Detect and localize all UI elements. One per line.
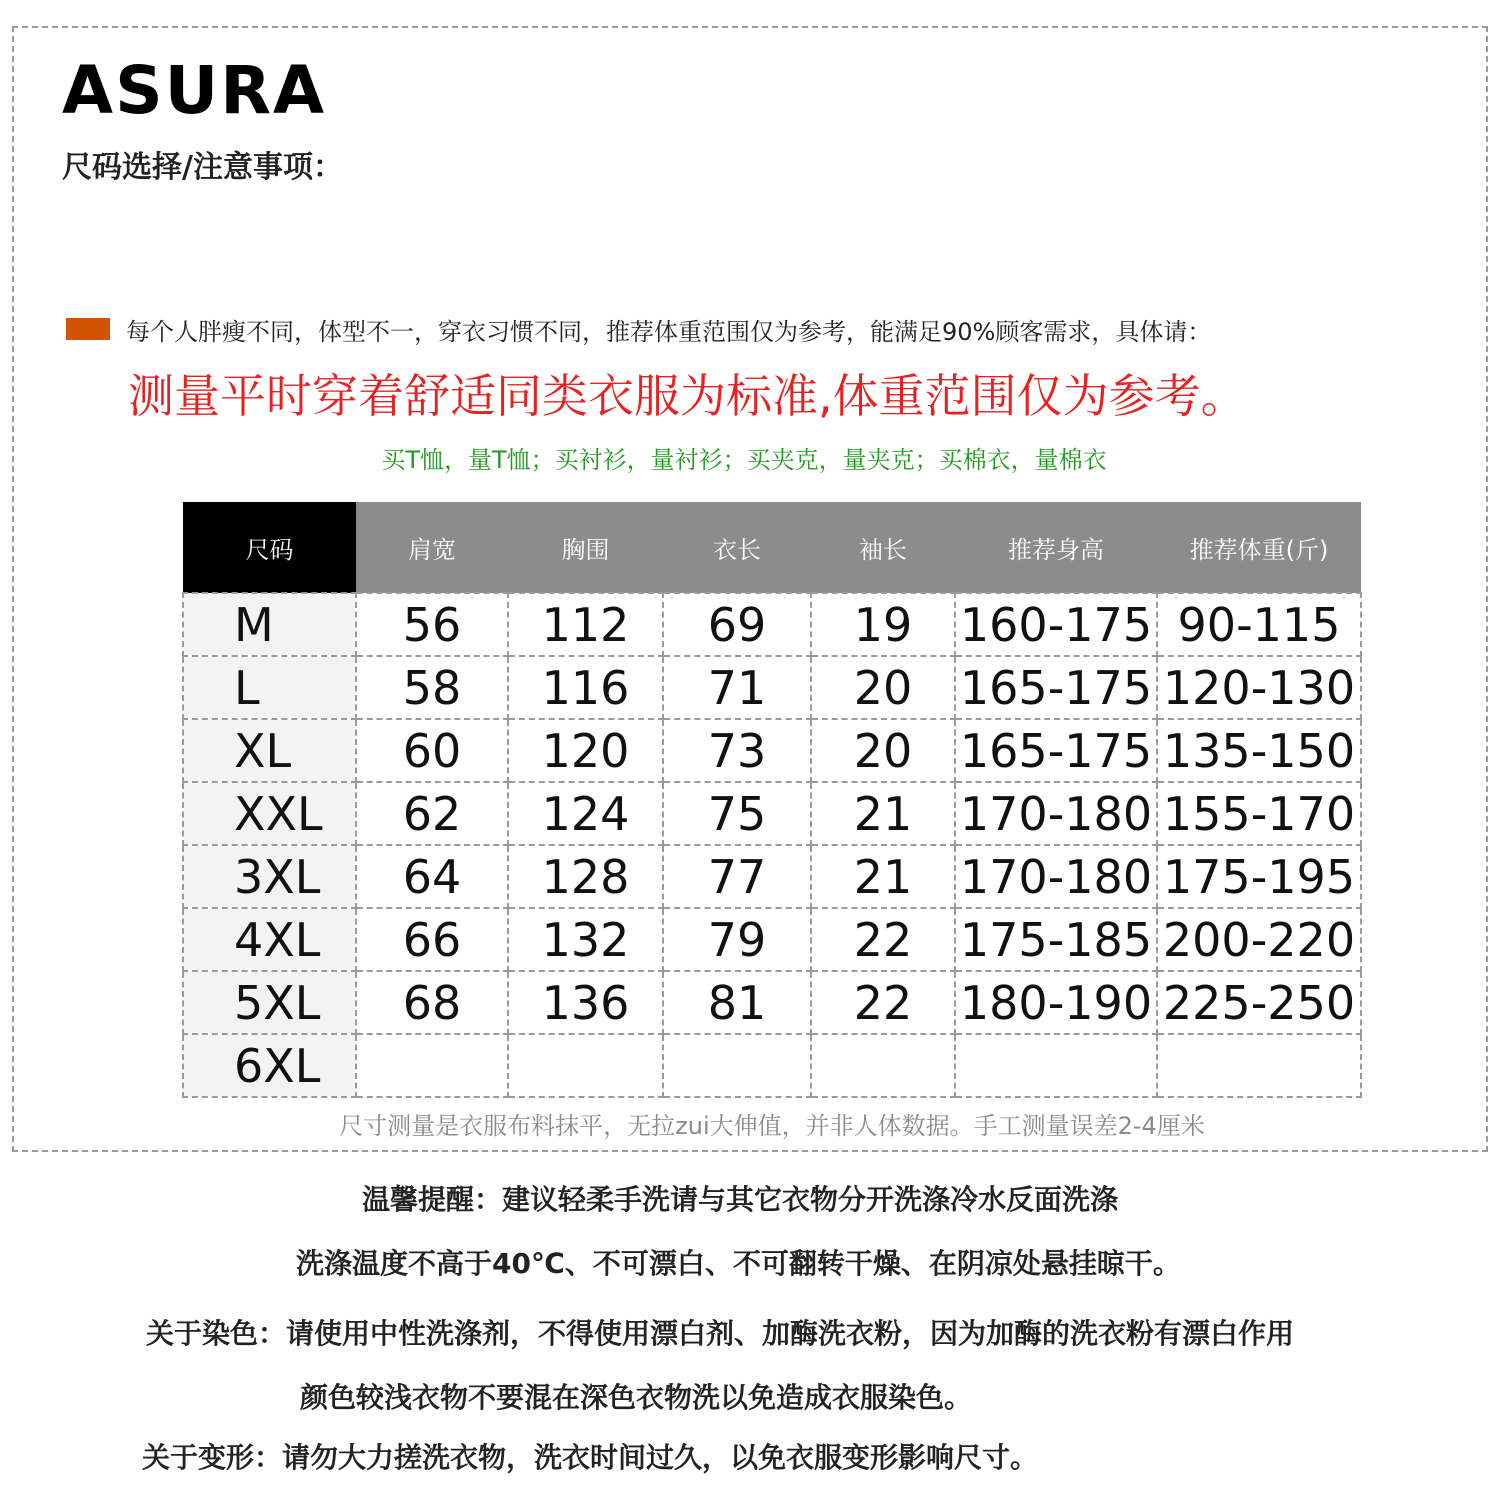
table-row	[183, 656, 1361, 719]
table-cell: 3XL	[183, 845, 356, 908]
table-cell: 90-115	[1157, 593, 1361, 656]
table-row	[183, 971, 1361, 1034]
table-row	[183, 593, 1361, 656]
table-cell: M	[183, 593, 356, 656]
table-cell: 64	[356, 845, 508, 908]
table-cell	[955, 1034, 1157, 1097]
table-cell: 69	[663, 593, 811, 656]
table-cell: 180-190	[955, 971, 1157, 1034]
care-tip-wash: 温馨提醒：建议轻柔手洗请与其它衣物分开洗涤冷水反面洗涤	[362, 1183, 1119, 1216]
table-cell: 175-185	[955, 908, 1157, 971]
table-cell: 68	[356, 971, 508, 1034]
table-row	[183, 719, 1361, 782]
table-cell: 155-170	[1157, 782, 1361, 845]
table-cell: 132	[508, 908, 663, 971]
table-cell	[1157, 1034, 1361, 1097]
table-cell: 165-175	[955, 656, 1157, 719]
table-cell: 22	[811, 908, 955, 971]
table-cell: 116	[508, 656, 663, 719]
table-cell	[811, 1034, 955, 1097]
table-cell	[663, 1034, 811, 1097]
table-cell	[356, 1034, 508, 1097]
table-cell: 66	[356, 908, 508, 971]
table-cell: 60	[356, 719, 508, 782]
table-row	[183, 845, 1361, 908]
header-sleeve: 袖长	[811, 502, 955, 593]
table-cell: 77	[663, 845, 811, 908]
table-cell: 136	[508, 971, 663, 1034]
table-cell: 62	[356, 782, 508, 845]
table-cell: 170-180	[955, 845, 1157, 908]
care-tip-temperature: 洗涤温度不高于40℃、不可漂白、不可翻转干燥、在阴凉处悬挂晾干。	[296, 1247, 1181, 1280]
header-height: 推荐身高	[955, 502, 1157, 593]
table-cell: 5XL	[183, 971, 356, 1034]
table-cell: 21	[811, 845, 955, 908]
table-cell: 73	[663, 719, 811, 782]
table-cell: 4XL	[183, 908, 356, 971]
table-cell: 165-175	[955, 719, 1157, 782]
table-row	[183, 782, 1361, 845]
table-cell: 160-175	[955, 593, 1157, 656]
header-size: 尺码	[183, 502, 356, 593]
table-cell: 6XL	[183, 1034, 356, 1097]
table-cell: 175-195	[1157, 845, 1361, 908]
measure-same-type-hint: 买T恤，量T恤；买衬衫，量衬衫；买夹克，量夹克；买棉衣，量棉衣	[381, 446, 1107, 474]
table-cell: 112	[508, 593, 663, 656]
table-cell: 58	[356, 656, 508, 719]
care-tip-dyeing: 关于染色：请使用中性洗涤剂，不得使用漂白剂、加酶洗衣粉，因为加酶的洗衣粉有漂白作用	[146, 1317, 1295, 1350]
fit-disclaimer: 每个人胖瘦不同，体型不一，穿衣习惯不同，推荐体重范围仅为参考，能满足90%顾客需求，具体请：	[126, 318, 1212, 346]
table-cell: 120-130	[1157, 656, 1361, 719]
table-cell: 124	[508, 782, 663, 845]
table-cell: 21	[811, 782, 955, 845]
measurement-method-note: 尺寸测量是衣服布料抹平，无拉zui大伸值，并非人体数据。手工测量误差2-4厘米	[339, 1112, 1205, 1140]
header-chest: 胸围	[508, 502, 663, 593]
table-cell: 225-250	[1157, 971, 1361, 1034]
table-row	[183, 1034, 1361, 1097]
table-cell: XXL	[183, 782, 356, 845]
table-cell	[508, 1034, 663, 1097]
table-cell: 79	[663, 908, 811, 971]
header-length: 衣长	[663, 502, 811, 593]
table-cell: L	[183, 656, 356, 719]
header-weight: 推荐体重(斤)	[1157, 502, 1361, 593]
table-cell: 20	[811, 656, 955, 719]
table-cell: 128	[508, 845, 663, 908]
table-cell: XL	[183, 719, 356, 782]
table-header-row	[183, 502, 1361, 593]
section-title: 尺码选择/注意事项：	[62, 150, 343, 185]
table-cell: 20	[811, 719, 955, 782]
table-cell: 120	[508, 719, 663, 782]
size-table	[182, 502, 1362, 1098]
measurement-standard-note: 测量平时穿着舒适同类衣服为标准,体重范围仅为参考。	[128, 369, 1247, 423]
table-cell: 200-220	[1157, 908, 1361, 971]
table-cell: 135-150	[1157, 719, 1361, 782]
table-cell: 22	[811, 971, 955, 1034]
care-tip-color-separation: 颜色较浅衣物不要混在深色衣物洗以免造成衣服染色。	[300, 1381, 973, 1414]
header-shoulder: 肩宽	[356, 502, 508, 593]
table-cell: 71	[663, 656, 811, 719]
care-tip-deformation: 关于变形：请勿大力搓洗衣物，洗衣时间过久，以免衣服变形影响尺寸。	[142, 1441, 1039, 1474]
table-cell: 81	[663, 971, 811, 1034]
table-cell: 75	[663, 782, 811, 845]
table-cell: 170-180	[955, 782, 1157, 845]
brand-logo: ASURA	[62, 52, 327, 129]
table-cell: 19	[811, 593, 955, 656]
table-cell: 56	[356, 593, 508, 656]
note-marker-icon	[66, 318, 110, 340]
table-row	[183, 908, 1361, 971]
